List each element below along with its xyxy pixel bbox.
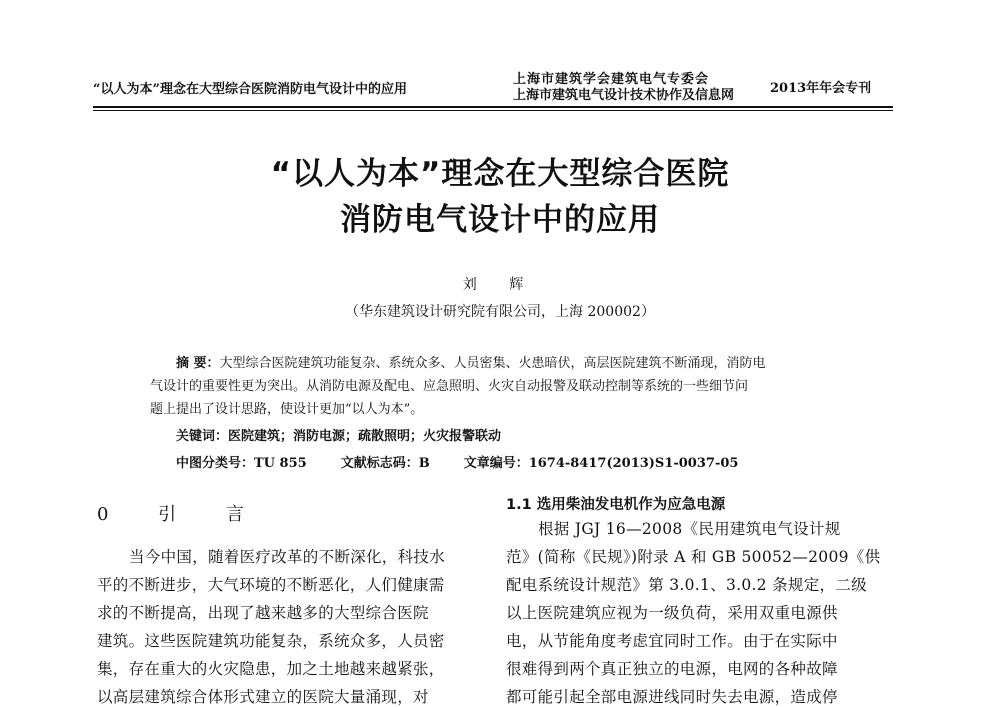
running-header-network: 上海市建筑电气设计技术协作及信息网	[513, 88, 735, 103]
right-col-line-2: 范》(简称《民规》)附录 A 和 GB 50052—2009《供	[506, 548, 881, 566]
left-col-line-1: 当今中国，随着医疗改革的不断深化，科技水	[129, 548, 446, 566]
clc-number: 中图分类号：TU 855	[176, 456, 307, 471]
right-col-line-6: 很难得到两个真正独立的电源，电网的各种故障	[506, 660, 838, 678]
abstract-text-1: 大型综合医院建筑功能复杂、系统众多、人员密集、火患暗伏，高层医院建筑不断涌现，消防电	[219, 356, 766, 371]
paper-title-line-1: “以人为本”理念在大型综合医院	[270, 156, 730, 192]
classification-line	[176, 452, 772, 471]
header-rule-thick	[93, 106, 893, 108]
running-header-issue: 2013年年会专刊	[770, 81, 872, 96]
header-rule-thin	[93, 110, 893, 111]
right-col-line-3: 配电系统设计规范》第 3.0.1、3.0.2 条规定，二级	[506, 576, 867, 594]
keywords	[176, 425, 501, 444]
keywords-text: 医院建筑；消防电源；疏散照明；火灾报警联动	[228, 429, 502, 444]
running-header-title: “以人为本”理念在大型综合医院消防电气设计中的应用	[93, 82, 407, 97]
right-col-line-7: 都可能引起全部电源进线同时失去电源，造成停	[506, 688, 838, 706]
left-col-line-2: 平的不断进步，大气环境的不断恶化，人们健康需	[97, 576, 445, 594]
article-number: 文章编号：1674-8417(2013)S1-0037-05	[463, 456, 739, 471]
left-col-line-5: 集，存在重大的火灾隐患，加之土地越来越紧张，	[97, 660, 445, 678]
left-col-line-6: 以高层建筑综合体形式建立的医院大量涌现，对	[97, 688, 429, 706]
abstract-line-3: 题上提出了设计思路，使设计更加“以人为本”。	[150, 402, 424, 417]
subsection-heading-1-1: 1.1 选用柴油发电机作为应急电源	[506, 497, 726, 513]
abstract-label: 摘 要：	[176, 356, 220, 371]
right-col-line-4: 以上医院建筑应视为一级负荷，采用双重电源供	[506, 604, 838, 622]
left-col-line-4: 建筑。这些医院建筑功能复杂，系统众多，人员密	[97, 632, 445, 650]
author-affiliation: （华东建筑设计研究院有限公司，上海 200002）	[345, 304, 655, 320]
keywords-label: 关键词：	[176, 429, 229, 444]
author-name: 刘 辉	[462, 277, 538, 293]
paper-title-line-2: 消防电气设计中的应用	[340, 202, 660, 238]
right-col-line-5: 电，从节能角度考虑宜同时工作。由于在实际中	[506, 632, 838, 650]
section-heading-introduction: 0 引 言	[97, 504, 266, 525]
running-header-society: 上海市建筑学会建筑电气专委会	[513, 72, 710, 87]
abstract-line-2: 气设计的重要性更为突出。从消防电源及配电、应急照明、火灾自动报警及联动控制等系统的一些细节问	[150, 379, 749, 394]
abstract-line-1	[176, 352, 766, 371]
right-col-line-1: 根据 JGJ 16—2008《民用建筑电气设计规	[538, 520, 841, 538]
document-code: 文献标志码：B	[340, 456, 430, 471]
left-col-line-3: 求的不断提高，出现了越来越多的大型综合医院	[97, 604, 429, 622]
